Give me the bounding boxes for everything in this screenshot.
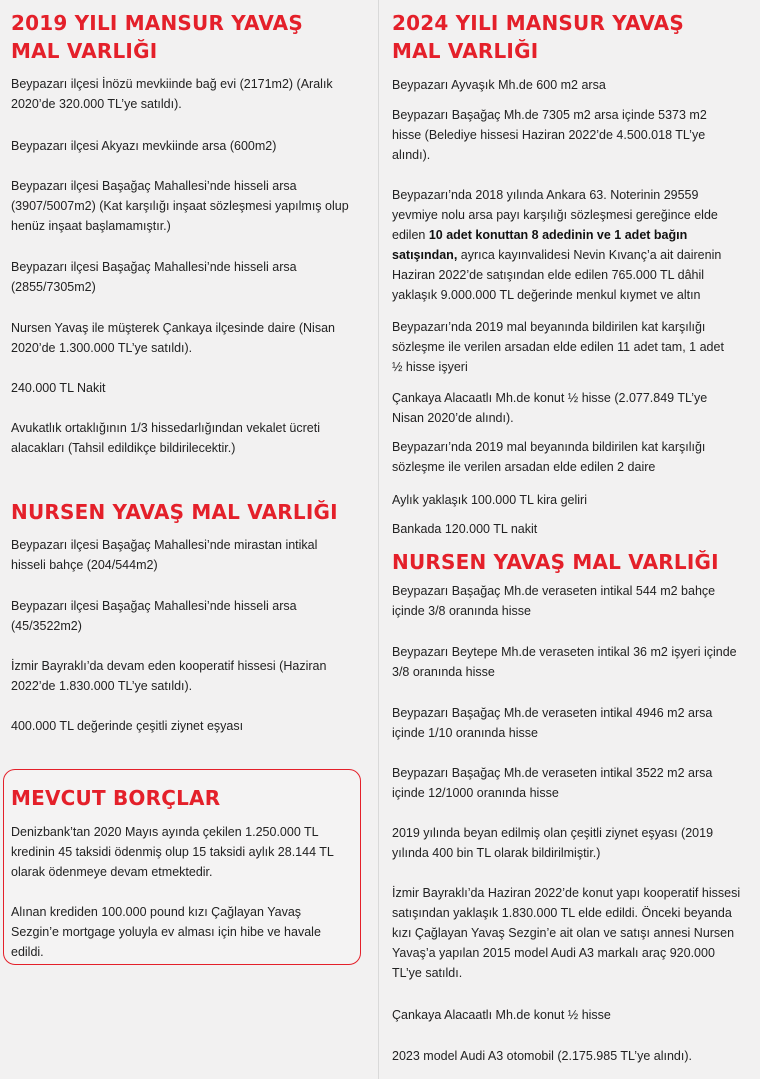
mansur-2019-item: Beypazarı ilçesi Başağaç Mahallesi’nde hisseli arsa (3907/5007m2) (Kat karşılığı inşaat sözleşmesi yapılmış olup henüz inşaat başlamamıştır.) (11, 179, 349, 233)
nursen-2024-title: NURSEN YAVAŞ MAL VARLIĞI (392, 550, 719, 574)
mansur-2019-title-line1: 2019 YILI MANSUR YAVAŞ (11, 11, 303, 35)
nursen-2024-item: İzmir Bayraklı’da Haziran 2022’de konut yapı kooperatif hissesi satışından yaklaşık 1.830.000 TL elde edildi. Önceki beyanda kızı Çağlayan Yavaş Sezgin’e ait olan ve satışı annesi Nursen Yavaş’a yapılan 2015 model Audi A3 markalı araç 920.000 TL’ye satıldı. (392, 886, 741, 980)
mansur-2024-item: Beypazarı Ayvaşık Mh.de 600 m2 arsa (392, 78, 606, 92)
securities-text-part1: Beypazarı’nda 2018 yılında Ankara 63. Noterinin 29559 yevmiye nolu arsa payı karşılığı sözleşmesi gereğince elde edilen (392, 188, 718, 242)
mansur-2019-item: 240.000 TL Nakit (11, 381, 106, 395)
mansur-2019-item: Nursen Yavaş ile müşterek Çankaya ilçesinde daire (Nisan 2020’de 1.300.000 TL’ye satıldı). (11, 321, 335, 355)
nursen-2019-title: NURSEN YAVAŞ MAL VARLIĞI (11, 500, 338, 524)
mansur-2024-item: Bankada 120.000 TL nakit (392, 522, 538, 536)
mansur-2024-item: Beypazarı’nda 2019 mal beyanında bildirilen kat karşılığı sözleşme ile verilen arsadan elde edilen 2 daire (392, 440, 706, 474)
debt-item: Denizbank’tan 2020 Mayıs ayında çekilen 1.250.000 TL kredinin 45 taksidi ödenmiş olup 15 taksidi aylık 28.144 TL olarak ödenmeye devam etmektedir. (11, 825, 334, 879)
mansur-2024-securities-item (392, 185, 742, 305)
securities-text-bold: 10 adet konuttan 8 adedinin ve 1 adet bağın satışından, (392, 228, 688, 262)
column-divider (378, 0, 379, 1079)
mansur-2024-title-line2: MAL VARLIĞI (392, 39, 539, 63)
nursen-2024-item: 2019 yılında beyan edilmiş olan çeşitli ziynet eşyası (2019 yılında 400 bin TL olarak bildirilmiştir.) (392, 826, 714, 860)
mansur-2019-title-line2: MAL VARLIĞI (11, 39, 158, 63)
mansur-2024-title-line1: 2024 YILI MANSUR YAVAŞ (392, 11, 684, 35)
mansur-2024-item: Aylık yaklaşık 100.000 TL kira geliri (392, 493, 588, 507)
nursen-2024-item: Beypazarı Başağaç Mh.de veraseten intikal 544 m2 bahçe içinde 3/8 oranında hisse (392, 584, 716, 618)
mansur-2019-item: Beypazarı ilçesi Başağaç Mahallesi’nde hisseli arsa (2855/7305m2) (11, 260, 297, 294)
nursen-2019-item: Beypazarı ilçesi Başağaç Mahallesi’nde hisseli arsa (45/3522m2) (11, 599, 297, 633)
nursen-2024-item: Çankaya Alacaatlı Mh.de konut ½ hisse (392, 1008, 611, 1022)
nursen-2024-item: Beypazarı Başağaç Mh.de veraseten intikal 4946 m2 arsa içinde 1/10 oranında hisse (392, 706, 713, 740)
mansur-2019-item: Avukatlık ortaklığının 1/3 hissedarlığından vekalet ücreti alacakları (Tahsil edildikçe bildirilecektir.) (11, 421, 320, 455)
debt-item: Alınan krediden 100.000 pound kızı Çağlayan Yavaş Sezgin’e mortgage yoluyla ev alması için hibe ve havale edildi. (11, 905, 321, 959)
mansur-2024-item: Beypazarı Başağaç Mh.de 7305 m2 arsa içinde 5373 m2 hisse (Belediye hissesi Haziran 2022’de 4.500.018 TL’ye alındı). (392, 108, 707, 162)
nursen-2019-item: 400.000 TL değerinde çeşitli ziynet eşyası (11, 719, 244, 733)
nursen-2024-item: Beypazarı Başağaç Mh.de veraseten intikal 3522 m2 arsa içinde 12/1000 oranında hisse (392, 766, 713, 800)
mansur-2024-item: Çankaya Alacaatlı Mh.de konut ½ hisse (2.077.849 TL’ye Nisan 2020’de alındı). (392, 391, 708, 425)
nursen-2024-item: Beypazarı Beytepe Mh.de veraseten intikal 36 m2 işyeri içinde 3/8 oranında hisse (392, 645, 737, 679)
nursen-2019-item: İzmir Bayraklı’da devam eden kooperatif hissesi (Haziran 2022’de 1.830.000 TL’ye satıldı). (11, 659, 327, 693)
mansur-2019-item: Beypazarı ilçesi İnözü mevkiinde bağ evi (2171m2) (Aralık 2020’de 320.000 TL’ye satıldı). (11, 77, 333, 111)
securities-text-part2: ayrıca kayınvalidesi Nevin Kıvanç’a ait dairenin Haziran 2022’de satışından elde edilen 765.000 TL dâhil yaklaşık 9.000.000 TL değerinde menkul kıymet ve altın (392, 248, 722, 302)
debts-title: MEVCUT BORÇLAR (11, 786, 221, 810)
mansur-2019-item: Beypazarı ilçesi Akyazı mevkiinde arsa (600m2) (11, 139, 277, 153)
nursen-2024-item: 2023 model Audi A3 otomobil (2.175.985 TL’ye alındı). (392, 1049, 692, 1063)
nursen-2019-item: Beypazarı ilçesi Başağaç Mahallesi’nde mirastan intikal hisseli bahçe (204/544m2) (11, 538, 318, 572)
mansur-2024-item: Beypazarı’nda 2019 mal beyanında bildirilen kat karşılığı sözleşme ile verilen arsadan elde edilen 11 adet tam, 1 adet ½ hisse işyeri (392, 320, 724, 374)
